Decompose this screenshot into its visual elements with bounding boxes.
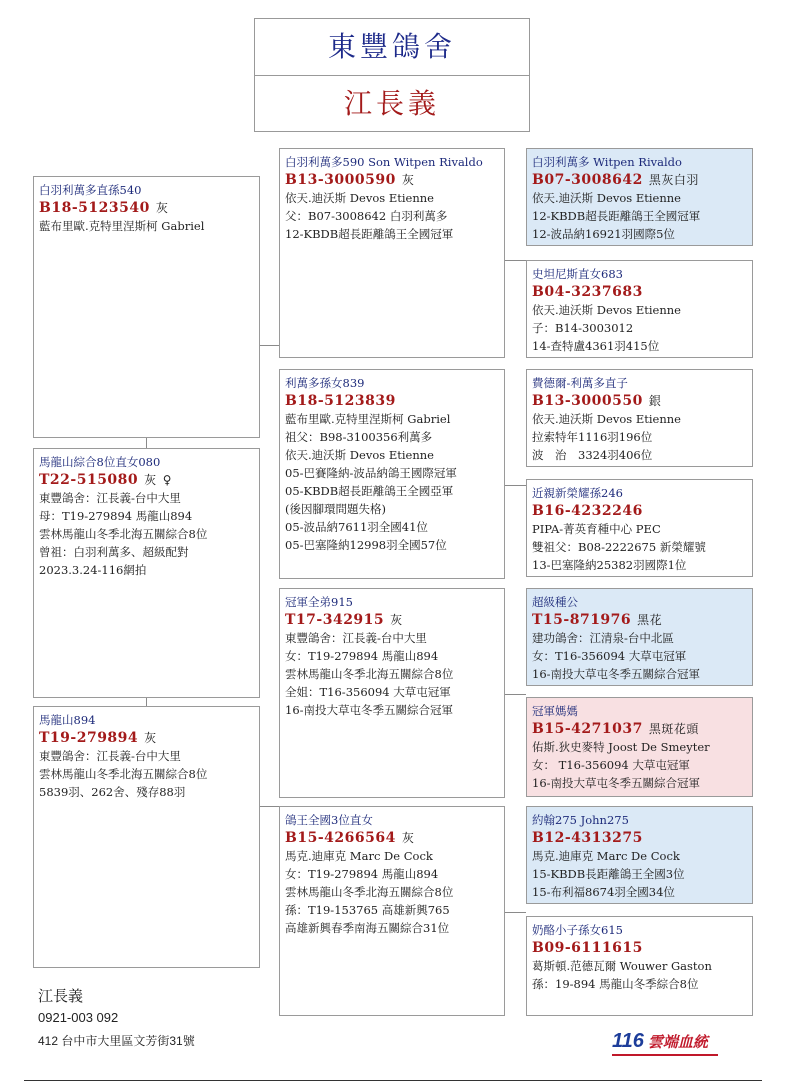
gp1-line: 父：B07-3008642 白羽利萬多 [285,209,448,223]
gp3-line: 雲林馬龍山冬季北海五關綜合8位 [285,667,454,681]
gp4-line: 馬克.迪庫克 Marc De Cock [285,849,433,863]
gp2-line: 05-KBDB超長距離鴿王全國亞軍 [285,484,454,498]
owner-address: 412 台中市大里區文芳街31號 [38,1034,195,1048]
connector [504,260,526,261]
gp3-line: 全姐：T16-356094 大草屯冠軍 [285,685,451,699]
dam-line: 雲林馬龍山冬季北海五關綜合8位 [39,767,208,781]
gp2-title: 利萬多孫女839 [285,376,365,390]
gp1-title: 白羽利萬多590 Son Witpen Rivaldo [285,155,483,169]
connector [259,806,279,807]
ggp-card-7: 約翰275 John275 B12-4313275 馬克.迪庫克 Marc De Cock 15-KBDB長距離鴿王全國3位 15-布利福8674羽全國34位 [526,806,753,904]
gp3-line: 女：T19-279894 馬龍山894 [285,649,439,663]
gp4-ring: B15-4266564 灰 [285,830,415,846]
sire-card [33,176,260,438]
pigeon-line: 母：T19-279894 馬龍山894 [39,509,193,523]
gp2-line: 05-波品納7611羽全國41位 [285,520,428,534]
grandparent-card-1 [279,148,505,358]
dam-card [33,706,260,968]
gp2-line: 05-巴塞隆納12998羽全國57位 [285,538,447,552]
pigeon-title: 馬龍山綜合8位直女080 [39,455,161,469]
gp4-line: 女：T19-279894 馬龍山894 [285,867,439,881]
connector [504,694,526,695]
connector [259,345,279,346]
divider [24,1080,762,1081]
ggp-card-4: 近親新榮耀孫246 B16-4232246 PIPA-菁英育種中心 PEC 雙祖父：B08-2222675 新榮耀號 13-巴塞隆納25382羽國際1位 [526,479,753,577]
sire-line: 藍布里歐.克特里涅斯柯 Gabriel [39,219,205,233]
dam-title: 馬龍山894 [39,713,96,727]
gp4-line: 孫：T19-153765 高雄新興765 [285,903,450,917]
pigeon-ring: T22-515080 灰 ♀ [39,472,172,488]
gp2-line: 藍布里歐.克特里涅斯柯 Gabriel [285,412,451,426]
gp2-line: 依天.迪沃斯 Devos Etienne [285,448,434,462]
gp1-ring: B13-3000590 灰 [285,172,415,188]
dam-ring: T19-279894 灰 [39,730,157,746]
gp3-title: 冠軍全弟915 [285,595,353,609]
dam-line: 東豐鴿舍：江長義-台中大里 [39,749,181,763]
gp4-title: 鴿王全國3位直女 [285,813,373,827]
pigeon-line: 曾祖：白羽利萬多、超級配對 [39,545,189,559]
sire-ring: B18-5123540 灰 [39,200,169,216]
ggp-card-8: 奶酪小子孫女615 B09-6111615 葛斯頓.范德瓦爾 Wouwer Gaston 孫：19-894 馬龍山冬季綜合8位 [526,916,753,1016]
owner-name: 江長義 [38,988,84,1005]
gp3-ring: T17-342915 灰 [285,612,403,628]
ggp-card-1: 白羽利萬多 Witpen Rivaldo B07-3008642 黑灰白羽 依天.迪沃斯 Devos Etienne 12-KBDB超長距離鴿王全國冠軍 12-波品納16921羽國際5位 [526,148,753,246]
gp1-line: 依天.迪沃斯 Devos Etienne [285,191,434,205]
pigeon-line: 雲林馬龍山冬季北海五關綜合8位 [39,527,208,541]
connector [504,912,526,913]
gp2-line: 05-巴賽隆納-波品納鴿王國際冠軍 [285,466,457,480]
loft-name: 東豐鴿舍 [255,19,529,76]
sire-title: 白羽利萬多直孫540 [39,183,142,197]
gp3-line: 16-南投大草屯冬季五關綜合冠軍 [285,703,454,717]
gp1-line: 12-KBDB超長距離鴿王全國冠軍 [285,227,454,241]
sex-icon: ♀ [162,473,172,487]
pigeon-card [33,448,260,698]
gp3-line: 東豐鴿舍：江長義-台中大里 [285,631,427,645]
grandparent-card-2 [279,369,505,579]
pigeon-line: 東豐鴿舍：江長義-台中大里 [39,491,181,505]
gp2-line: (後因腳環問題失格) [285,502,386,516]
site-logo[interactable]: 116 雲端血統 [612,1030,708,1053]
connector [504,485,526,486]
gp2-ring: B18-5123839 [285,393,396,409]
grandparent-card-4 [279,806,505,1016]
header-box [254,18,530,132]
grandparent-card-3 [279,588,505,798]
pigeon-line: 2023.3.24-116網拍 [39,563,147,577]
dam-line: 5839羽、262舍、殘存88羽 [39,785,186,799]
gp4-line: 雲林馬龍山冬季北海五關綜合8位 [285,885,454,899]
ggp-card-6: 冠軍媽媽 B15-4271037 黑斑花頭 佑斯.狄史麥特 Joost De Smeyter 女： T16-356094 大草屯冠軍 16-南投大草屯冬季五關綜合冠軍 [526,697,753,797]
owner-name-header: 江長義 [343,87,440,120]
gp4-line: 高雄新興春季南海五關綜合31位 [285,921,450,935]
ggp-card-2: 史坦尼斯直女683 B04-3237683 依天.迪沃斯 Devos Etienne 子：B14-3003012 14-查特盧4361羽415位 [526,260,753,358]
owner-phone: 0921-003 092 [38,1010,119,1025]
ggp-card-5: 超級種公 T15-871976 黑花 建功鴿舍：江清泉-台中北區 女：T16-356094 大草屯冠軍 16-南投大草屯冬季五關綜合冠軍 [526,588,753,686]
ggp-card-3: 費德爾-利萬多直子 B13-3000550 銀 依天.迪沃斯 Devos Etienne 拉索特年1116羽196位 波 治 3324羽406位 [526,369,753,467]
gp2-line: 祖父：B98-3100356利萬多 [285,430,433,444]
